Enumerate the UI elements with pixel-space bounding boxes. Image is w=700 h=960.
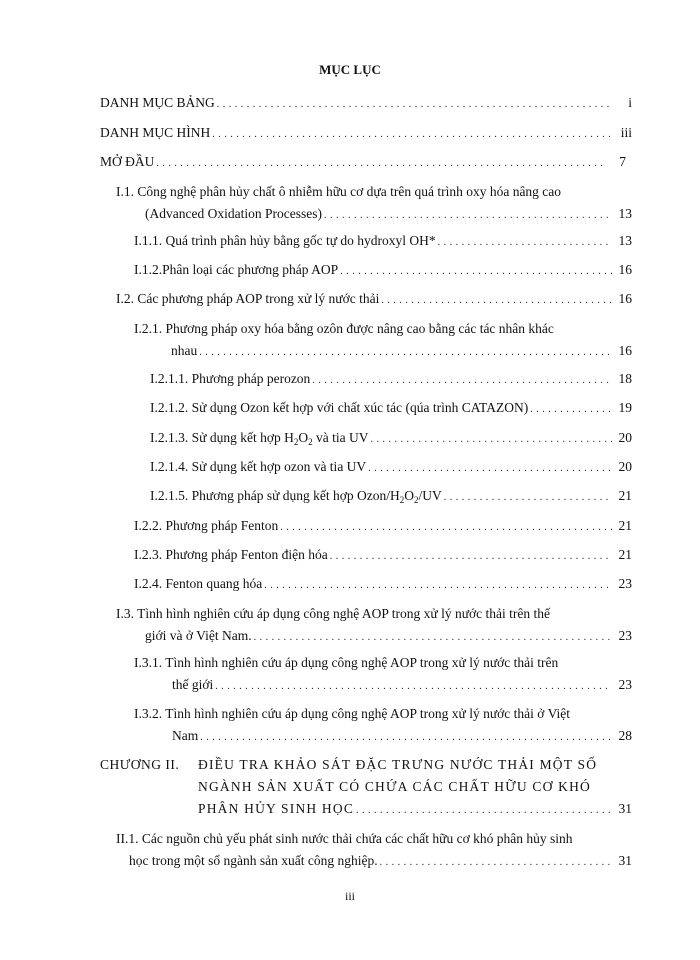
- toc-entry[interactable]: [134, 703, 632, 749]
- page-number: iii: [344, 889, 355, 903]
- toc-entry[interactable]: [134, 652, 632, 698]
- toc-entry-text: I.2.2. Phương pháp Fenton: [134, 518, 279, 533]
- toc-entry[interactable]: [150, 368, 632, 392]
- toc-entry-text: I.3.1. Tình hình nghiên cứu áp dụng công nghệ AOP trong xử lý nước thải trên: [134, 655, 559, 670]
- toc-entry-text: I.2.1.4. Sử dụng kết hợp ozon và tia UV: [150, 459, 367, 474]
- toc-entry-text: I.1. Công nghệ phân hủy chất ô nhiễm hữu cơ dựa trên quá trình oxy hóa nâng cao: [116, 184, 562, 199]
- toc-entry-page: 20: [618, 430, 632, 445]
- toc-entry[interactable]: [116, 288, 632, 312]
- toc-entry-text-cont: nhau: [171, 343, 198, 358]
- toc-entry[interactable]: [134, 573, 632, 597]
- toc-entry-page: 23: [618, 576, 632, 591]
- toc-entry[interactable]: [150, 397, 632, 421]
- toc-entry-page: 21: [618, 547, 632, 562]
- toc-entry-page: 31: [618, 853, 632, 868]
- toc-entry[interactable]: [116, 181, 632, 227]
- toc-entry-page: 13: [618, 206, 632, 221]
- chapter-label: CHƯƠNG II.: [100, 757, 180, 772]
- toc-entry-page: iii: [620, 125, 632, 140]
- toc-entry-text: I.2.1.2. Sử dụng Ozon kết hợp với chất xúc tác (qúa trình CATAZON): [150, 400, 529, 415]
- chapter-title-line-1: ĐIỀU TRA KHẢO SÁT ĐẶC TRƯNG NƯỚC THẢI MỘT SỐ: [198, 757, 598, 772]
- toc-entry-text-cont: Nam: [172, 728, 199, 743]
- chapter-title-line-3: PHÂN HỦY SINH HỌC: [198, 801, 355, 816]
- toc-entry-text-cont: thế giới: [172, 677, 214, 692]
- toc-entry[interactable]: [100, 92, 632, 116]
- toc-entry-text: I.2.1.3. Sử dụng kết hợp $H_2O_2$ và tia UV: [150, 430, 369, 447]
- toc-entry[interactable]: [134, 259, 632, 283]
- toc-entry-page: 16: [618, 262, 632, 277]
- chapter-title-line-2: NGÀNH SẢN XUẤT CÓ CHỨA CÁC CHẤT HỮU CƠ KHÓ: [198, 779, 592, 794]
- toc-entry-text: II.1. Các nguồn chủ yếu phát sinh nước thải chứa các chất hữu cơ khó phân hủy sinh: [116, 831, 573, 846]
- toc-entry-page: 23: [618, 628, 632, 643]
- toc-entry[interactable]: [100, 122, 632, 146]
- toc-entry-text: I.2.3. Phương pháp Fenton điện hóa: [134, 547, 328, 562]
- toc-entry-page: 23: [618, 677, 632, 692]
- toc-entry-text-cont: (Advanced Oxidation Processes): [145, 206, 322, 221]
- toc-entry-text: I.3. Tình hình nghiên cứu áp dụng công nghệ AOP trong xử lý nước thải trên thế: [116, 606, 551, 621]
- toc-entry-text: I.3.2. Tình hình nghiên cứu áp dụng công nghệ AOP trong xử lý nước thải ở Việt: [134, 706, 570, 721]
- toc-entry-page: 31: [618, 801, 632, 816]
- toc-entry-text: I.2.1. Phương pháp oxy hóa bằng ozôn được nâng cao bằng các tác nhân khác: [134, 321, 554, 336]
- toc-entry[interactable]: [100, 151, 632, 175]
- toc-entry-text-cont: giới và ở Việt Nam.: [145, 628, 252, 643]
- toc-entry[interactable]: [150, 456, 632, 480]
- toc-entry[interactable]: [134, 544, 632, 568]
- toc-entry-text: DANH MỤC HÌNH: [100, 125, 211, 140]
- toc-entry-text: I.1.1. Quá trình phân hủy bằng gốc tự do hydroxyl OH*: [134, 233, 436, 248]
- toc-entry[interactable]: [116, 603, 632, 649]
- toc-entry[interactable]: [134, 515, 632, 539]
- toc-entry-text: MỞ ĐẦU: [100, 154, 155, 169]
- toc-entry[interactable]: [150, 427, 632, 451]
- toc-entry-text: I.2.1.5. Phương pháp sử dụng kết hợp Ozon/$H_2O_2/UV$: [150, 488, 442, 505]
- toc-entry-text: I.2. Các phương pháp AOP trong xử lý nước thải: [116, 291, 380, 306]
- toc-entry-page: 21: [618, 518, 632, 533]
- toc-entry-page: 7: [619, 154, 626, 169]
- toc-entry-text: I.2.1.1. Phương pháp perozon: [150, 371, 311, 386]
- toc-entry-page: 16: [618, 291, 632, 306]
- toc-entry-text: I.2.4. Fenton quang hóa: [134, 576, 263, 591]
- toc-entry-page: 20: [618, 459, 632, 474]
- toc-entry-page: 16: [618, 343, 632, 358]
- toc-entry-page: 18: [618, 371, 632, 386]
- toc-entry-page: 13: [618, 233, 632, 248]
- toc-entry-page: i: [628, 95, 632, 110]
- toc-entry[interactable]: [134, 230, 632, 254]
- page-title: MỤC LỤC: [319, 62, 381, 77]
- toc-entry[interactable]: [134, 318, 632, 364]
- toc-entry[interactable]: [150, 485, 632, 509]
- toc-entry-page: 21: [618, 488, 632, 503]
- toc-entry-page: 28: [618, 728, 632, 743]
- toc-entry-page: 19: [618, 400, 632, 415]
- toc-entry-text: I.1.2.Phân loại các phương pháp AOP: [134, 262, 339, 277]
- toc-entry[interactable]: [116, 828, 632, 874]
- toc-entry-text-cont: học trong một số ngành sản xuất công nghiệp.: [129, 853, 378, 868]
- toc-entry-text: DANH MỤC BẢNG: [100, 95, 215, 110]
